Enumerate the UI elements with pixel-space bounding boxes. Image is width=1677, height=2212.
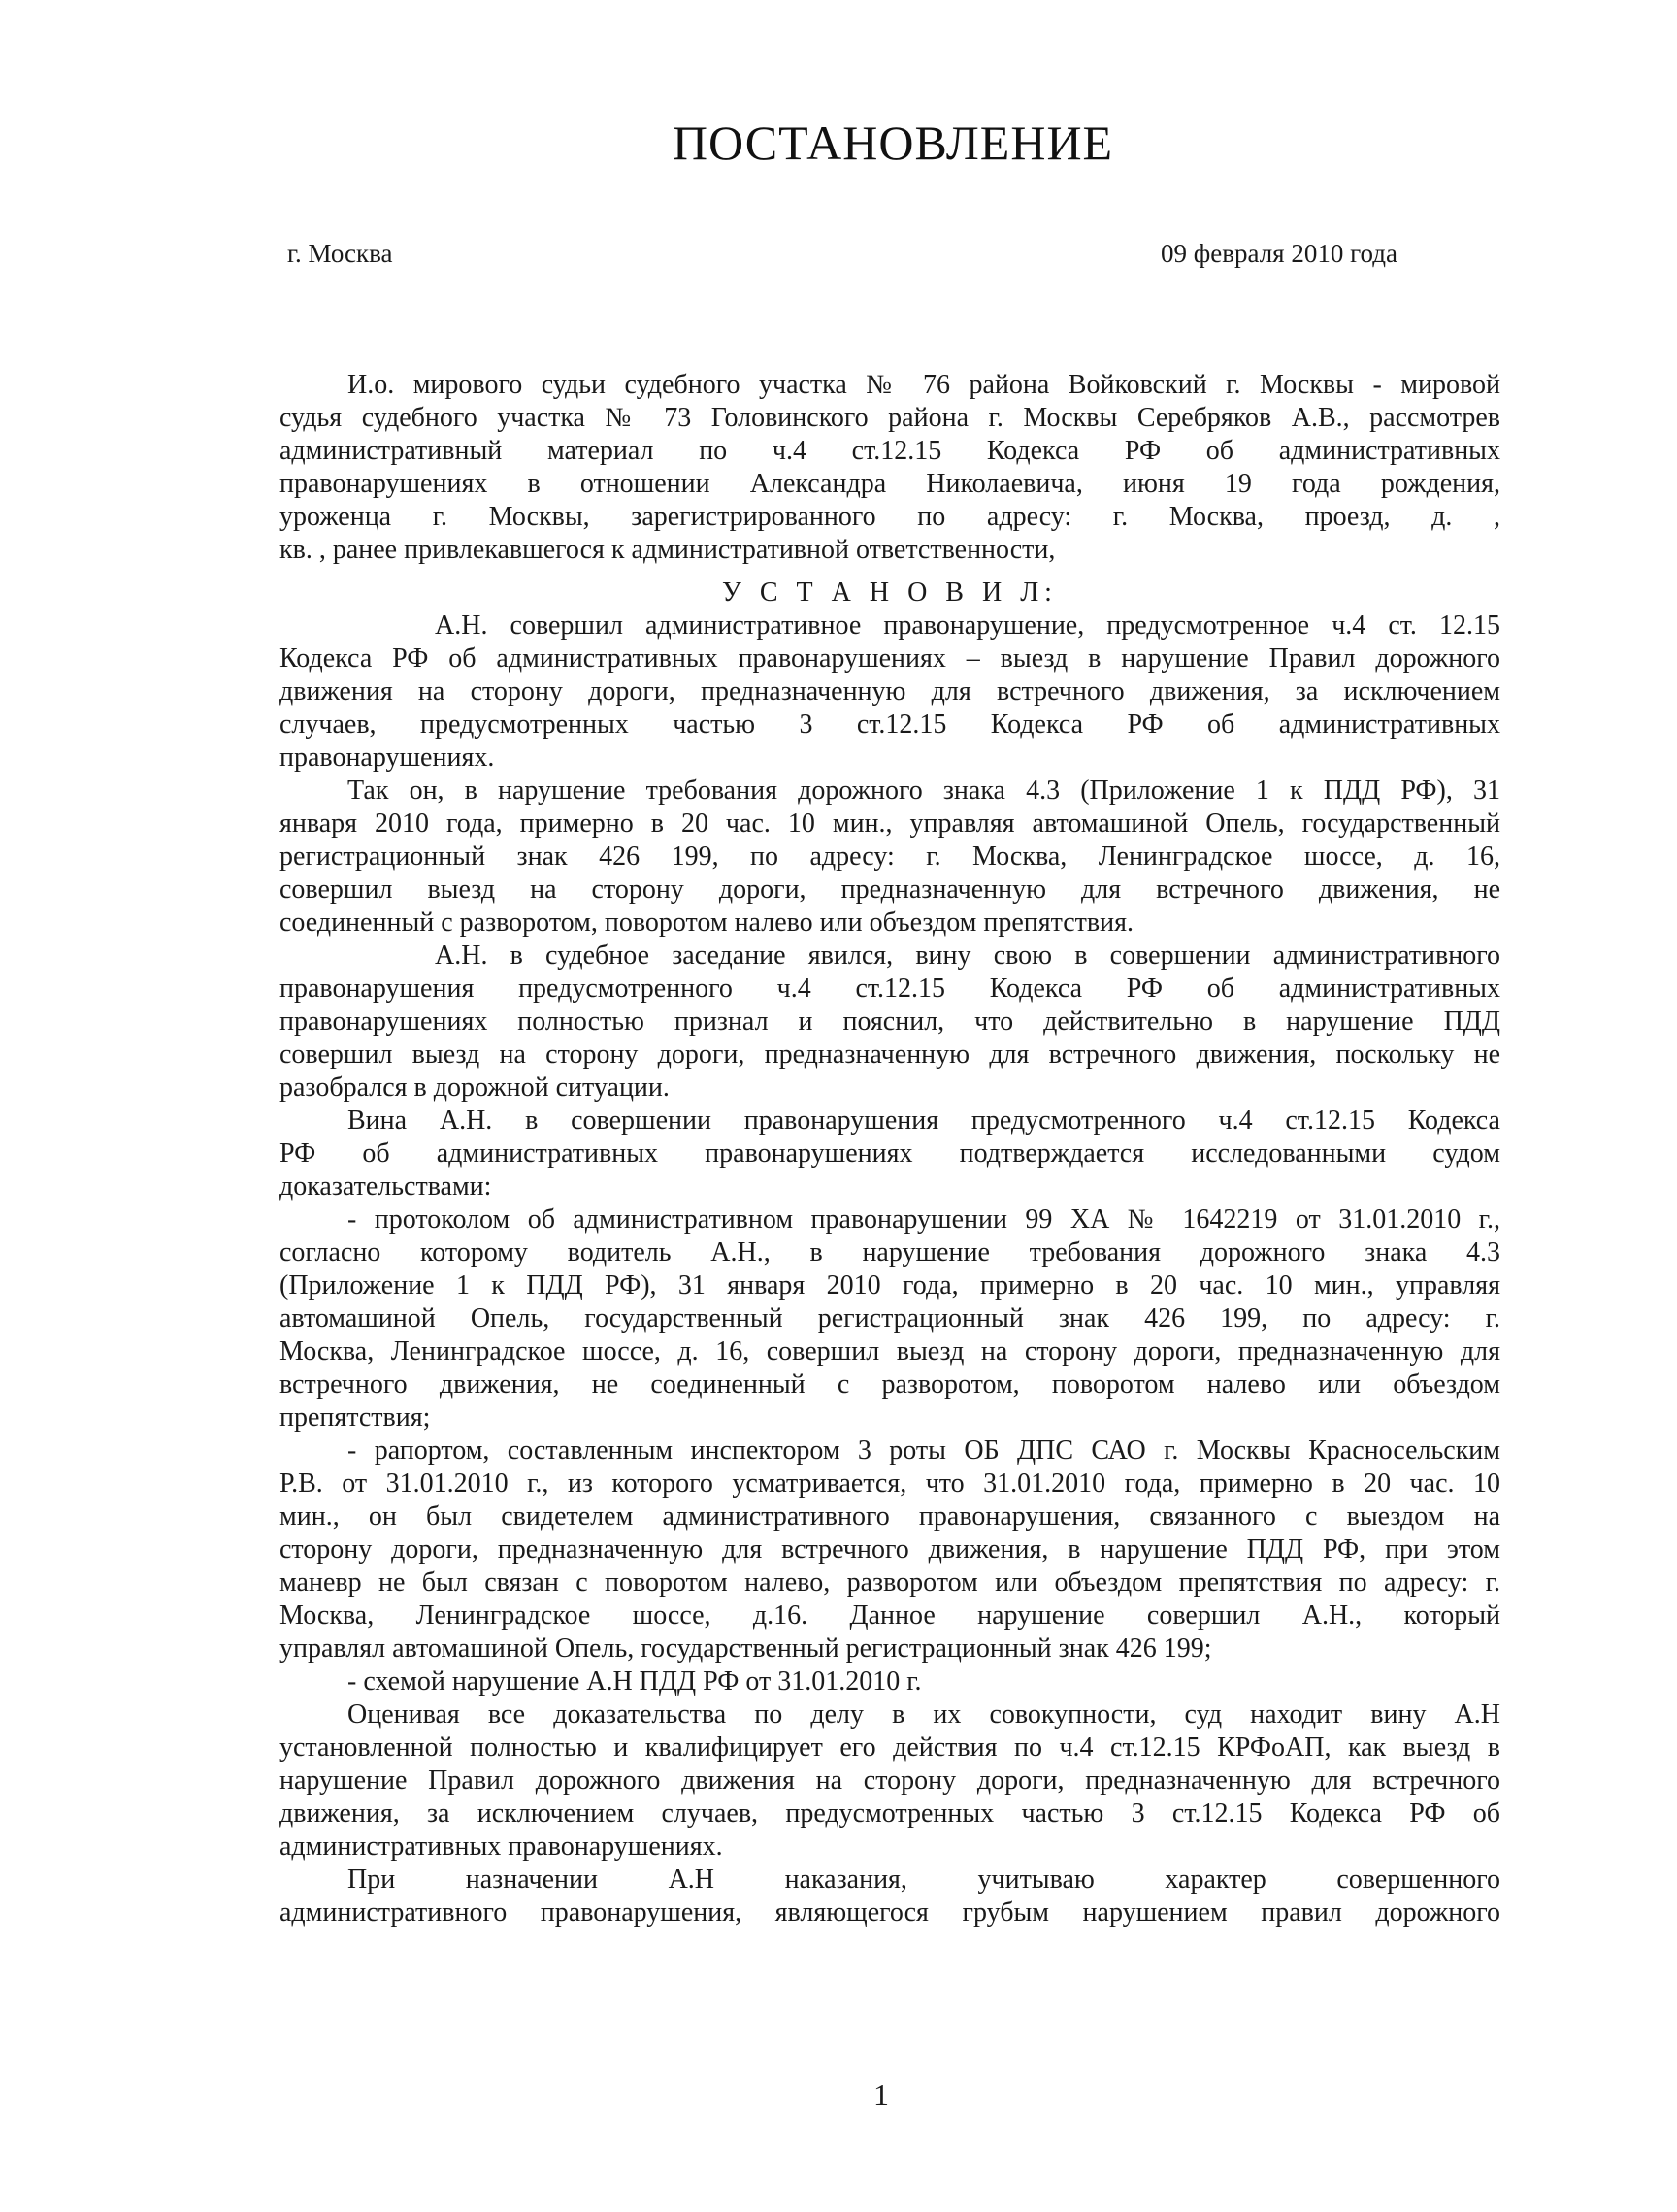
city: г. Москва bbox=[287, 239, 393, 268]
document-title: ПОСТАНОВЛЕНИЕ bbox=[672, 116, 1114, 170]
text-line: совершил выезд на сторону дороги, предназначенную для встречного движения, поскольку не bbox=[280, 1040, 1500, 1070]
text-line: сторону дороги, предназначенную для встречного движения, в нарушение ПДД РФ, при этом bbox=[280, 1535, 1500, 1565]
text-line: правонарушениях полностью признал и пояснил, что действительно в нарушение ПДД bbox=[280, 1007, 1500, 1037]
text-line: - протоколом об административном правонарушении 99 ХА № 1642219 от 31.01.2010 г., bbox=[347, 1205, 1500, 1235]
text-line: Р.В. от 31.01.2010 г., из которого усматривается, что 31.01.2010 года, примерно в 20 час. 10 bbox=[280, 1469, 1500, 1499]
text-line: Москва, Ленинградское шоссе, д. 16, совершил выезд на сторону дороги, предназначенную для bbox=[280, 1337, 1500, 1367]
text-line: правонарушениях в отношении Александра Николаевича, июня 19 года рождения, bbox=[280, 469, 1500, 499]
text-line: Так он, в нарушение требования дорожного знака 4.3 (Приложение 1 к ПДД РФ), 31 bbox=[347, 776, 1500, 806]
text-line: движения на сторону дороги, предназначенную для встречного движения, за исключением bbox=[280, 677, 1500, 707]
text-line: административных правонарушениях. bbox=[280, 1832, 723, 1862]
text-line: - рапортом, составленным инспектором 3 роты ОБ ДПС САО г. Москвы Красносельским bbox=[347, 1436, 1500, 1466]
text-line: соединенный с разворотом, поворотом налево или объездом препятствия. bbox=[280, 908, 1134, 938]
text-line: доказательствами: bbox=[280, 1172, 492, 1202]
text-line: правонарушениях. bbox=[280, 743, 495, 773]
text-line: января 2010 года, примерно в 20 час. 10 мин., управляя автомашиной Опель, государственный bbox=[280, 809, 1500, 839]
text-line: маневр не был связан с поворотом налево, разворотом или объездом препятствия по адресу: г. bbox=[280, 1568, 1500, 1598]
text-line: уроженца г. Москвы, зарегистрированного по адресу: г. Москва, проезд, д. , bbox=[280, 502, 1500, 532]
text-line: согласно которому водитель А.Н., в нарушение требования дорожного знака 4.3 bbox=[280, 1238, 1500, 1268]
text-line: правонарушения предусмотренного ч.4 ст.12.15 Кодекса РФ об административных bbox=[280, 974, 1500, 1004]
text-line: (Приложение 1 к ПДД РФ), 31 января 2010 года, примерно в 20 час. 10 мин., управляя bbox=[280, 1271, 1500, 1301]
text-line: разобрался в дорожной ситуации. bbox=[280, 1073, 670, 1103]
text-line: движения, за исключением случаев, предусмотренных частью 3 ст.12.15 Кодекса РФ об bbox=[280, 1799, 1500, 1829]
text-line: Кодекса РФ об административных правонарушениях – выезд в нарушение Правил дорожного bbox=[280, 644, 1500, 674]
text-line: А.Н. совершил административное правонарушение, предусмотренное ч.4 ст. 12.15 bbox=[435, 611, 1500, 641]
text-line: управлял автомашиной Опель, государственный регистрационный знак 426 199; bbox=[280, 1634, 1212, 1664]
text-line: мин., он был свидетелем административного правонарушения, связанного с выездом на bbox=[280, 1502, 1500, 1532]
text-line: случаев, предусмотренных частью 3 ст.12.15 Кодекса РФ об административных bbox=[280, 710, 1500, 740]
text-line bbox=[280, 567, 1500, 577]
text-line: встречного движения, не соединенный с разворотом, поворотом налево или объездом bbox=[280, 1370, 1500, 1400]
page-number: 1 bbox=[873, 2077, 889, 2112]
text-line: установленной полностью и квалифицирует его действия по ч.4 ст.12.15 КРФоАП, как выезд в bbox=[280, 1733, 1500, 1763]
text-line: - схемой нарушение А.Н ПДД РФ от 31.01.2010 г. bbox=[347, 1667, 922, 1697]
text-line: РФ об административных правонарушениях подтверждается исследованными судом bbox=[280, 1139, 1500, 1169]
text-line: автомашиной Опель, государственный регистрационный знак 426 199, по адресу: г. bbox=[280, 1304, 1500, 1334]
text-line: Москва, Ленинградское шоссе, д.16. Данное нарушение совершил А.Н., который bbox=[280, 1601, 1500, 1631]
text-line: А.Н. в судебное заседание явился, вину свою в совершении административного bbox=[435, 941, 1500, 971]
text-line: административного правонарушения, являющегося грубым нарушением правил дорожного bbox=[280, 1898, 1500, 1928]
document-body bbox=[280, 369, 1500, 1930]
text-line: административный материал по ч.4 ст.12.15 Кодекса РФ об административных bbox=[280, 436, 1500, 466]
text-line: судья судебного участка № 73 Головинского района г. Москвы Серебряков А.В., рассмотрев bbox=[280, 403, 1500, 433]
date: 09 февраля 2010 года bbox=[1161, 239, 1398, 268]
text-line: нарушение Правил дорожного движения на сторону дороги, предназначенную для встречного bbox=[280, 1766, 1500, 1796]
text-line: При назначении А.Н наказания, учитываю характер совершенного bbox=[347, 1865, 1500, 1895]
text-line: препятствия; bbox=[280, 1403, 431, 1433]
text-line: И.о. мирового судьи судебного участка № 76 района Войковский г. Москвы - мировой bbox=[347, 370, 1500, 400]
section-heading: У С Т А Н О В И Л: bbox=[722, 578, 1058, 608]
text-line: совершил выезд на сторону дороги, предназначенную для встречного движения, не bbox=[280, 875, 1500, 905]
text-line: регистрационный знак 426 199, по адресу: г. Москва, Ленинградское шоссе, д. 16, bbox=[280, 842, 1500, 872]
text-line: кв. , ранее привлекавшегося к административной ответственности, bbox=[280, 535, 1056, 565]
text-line: Оценивая все доказательства по делу в их совокупности, суд находит вину А.Н bbox=[347, 1700, 1500, 1730]
text-line: Вина А.Н. в совершении правонарушения предусмотренного ч.4 ст.12.15 Кодекса bbox=[347, 1106, 1500, 1136]
